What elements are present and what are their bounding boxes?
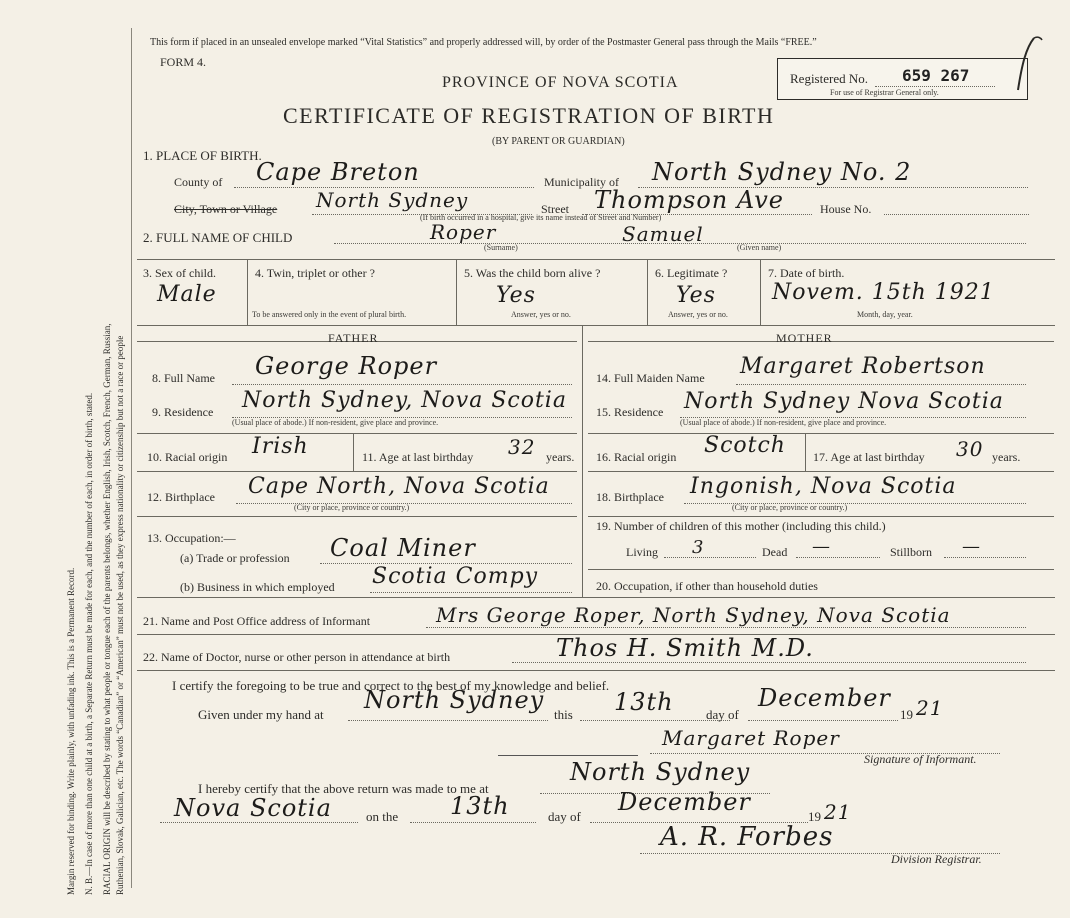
father-rule-1 (137, 433, 577, 434)
mother-rule-4 (588, 569, 1054, 570)
town-value: North Sydney (316, 188, 469, 212)
informant-line (426, 627, 1026, 628)
house-line (884, 214, 1029, 215)
father-age-divider (353, 433, 354, 471)
twin-note: To be answered only in the event of plural birth. (252, 310, 407, 319)
doctor-label: 22. Name of Doctor, nurse or other person in attendance at birth (143, 650, 451, 664)
living-label: Living (626, 545, 658, 559)
mother-birthplace-note: (City or place, province or country.) (732, 503, 848, 512)
margin-rule (131, 28, 132, 888)
check-mark-icon (1004, 34, 1044, 96)
business-value: Scotia Compy (372, 564, 539, 589)
certify-year-prefix: 19 (900, 707, 913, 722)
rule-doctor-bottom (137, 670, 1055, 671)
given-place-line (348, 720, 548, 721)
legit-note: Answer, yes or no. (668, 310, 728, 319)
mother-birthplace-label: 18. Birthplace (596, 490, 664, 504)
father-racial-label: 10. Racial origin (147, 450, 228, 464)
stillborn-label: Stillborn (890, 545, 933, 559)
father-birthplace-note: (City or place, province or country.) (294, 503, 410, 512)
doctor-line (512, 662, 1026, 663)
county-label: County of (174, 175, 223, 189)
mother-residence-label: 15. Residence (596, 405, 664, 419)
divider-twin (456, 259, 457, 325)
given-name-caption: (Given name) (737, 243, 782, 252)
informant-label: 21. Name and Post Office address of Informant (143, 614, 371, 628)
registrar-place-1: North Sydney (570, 758, 751, 786)
form-number: FORM 4. (160, 55, 207, 69)
this-label: this (554, 707, 573, 722)
registrar-statement: I hereby certify that the above return was made to me at (198, 781, 489, 796)
dead-label: Dead (762, 545, 788, 559)
business-label: (b) Business in which employed (180, 580, 335, 594)
registrar-on-the-label: on the (366, 809, 399, 824)
page-subtitle: (BY PARENT OR GUARDIAN) (492, 136, 625, 147)
registrar-caption: Division Registrar. (891, 852, 982, 866)
father-name: George Roper (255, 352, 438, 380)
mother-racial: Scotch (704, 433, 786, 458)
side-note-multiple-births: N. B.—In case of more than one child at a birth, a Separate Return must be made for each, and the number of each, in order of birth, stated. (84, 392, 94, 895)
stillborn-value: — (962, 536, 981, 557)
municipality-value: North Sydney No. 2 (652, 158, 912, 186)
father-residence-label: 9. Residence (152, 405, 214, 419)
municipality-label: Municipality of (544, 175, 619, 189)
side-note-racial-origin-cont: Ruthenian, Slovak, Galician, etc. The words “Canadian” or “American” must not be used, as they express nationality or citizenship but not a race or people (115, 335, 125, 895)
father-residence: North Sydney, Nova Scotia (242, 388, 567, 413)
father-age-label: 11. Age at last birthday (362, 450, 474, 464)
registrar-month: December (618, 788, 751, 816)
county-value: Cape Breton (256, 158, 420, 186)
mother-age-divider (805, 433, 806, 471)
registrar-signature: A. R. Forbes (660, 822, 834, 852)
sex-value: Male (157, 282, 217, 307)
mother-rule-3 (588, 516, 1054, 517)
rule-informant-top (137, 597, 1055, 598)
registration-number: 659 267 (902, 66, 970, 85)
father-name-label: 8. Full Name (152, 371, 215, 385)
certify-month-line (748, 720, 898, 721)
father-occupation-label: 13. Occupation:— (147, 531, 236, 545)
registration-note: For use of Registrar General only. (830, 88, 939, 97)
dead-line (796, 557, 880, 558)
signature-caption: Signature of Informant. (864, 752, 977, 766)
father-heading: FATHER (328, 331, 379, 345)
mother-rule-1 (588, 433, 1054, 434)
street-value: Thompson Ave (594, 186, 785, 214)
child-given-name: Samuel (622, 222, 704, 246)
sex-label: 3. Sex of child. (143, 266, 216, 280)
father-age: 32 (508, 435, 536, 459)
mother-racial-label: 16. Racial origin (596, 450, 677, 464)
twin-label: 4. Twin, triplet or other ? (255, 266, 375, 280)
registrar-year-prefix: 19 (808, 809, 821, 824)
mother-name: Margaret Robertson (740, 354, 986, 379)
divider-sex (247, 259, 248, 325)
alive-value: Yes (496, 283, 536, 308)
registrar-place-2: Nova Scotia (174, 794, 332, 822)
place-of-birth-label: 1. PLACE OF BIRTH. (143, 148, 262, 163)
registrar-place2-line (160, 822, 358, 823)
alive-note: Answer, yes or no. (511, 310, 571, 319)
page-title: CERTIFICATE OF REGISTRATION OF BIRTH (283, 103, 775, 128)
registrar-day-of-label: day of (548, 809, 581, 824)
father-birthplace: Cape North, Nova Scotia (248, 474, 550, 499)
living-value: 3 (692, 537, 705, 558)
side-note-racial-origin: RACIAL ORIGIN will be described by stating to what people or tongue each of the parents belongs, whether English, Irish, Scotch, French, German, Russian, (102, 323, 112, 895)
registration-label: Registered No. (790, 71, 868, 86)
mother-residence-note: (Usual place of abode.) If non-resident, give place and province. (680, 418, 887, 427)
informant-value: Mrs George Roper, North Sydney, Nova Scotia (436, 603, 951, 627)
house-label: House No. (820, 202, 872, 216)
given-under-label: Given under my hand at (198, 707, 324, 722)
legit-value: Yes (676, 283, 716, 308)
mother-age-label: 17. Age at last birthday (813, 450, 925, 464)
registration-dots (875, 86, 995, 87)
rule-row3-bottom (137, 325, 1055, 326)
child-surname: Roper (430, 220, 497, 244)
informant-signature: Margaret Roper (662, 726, 840, 750)
divider-legit (760, 259, 761, 325)
mother-age: 30 (956, 437, 984, 461)
certify-month: December (758, 684, 891, 712)
postal-notice: This form if placed in an unsealed envelope marked “Vital Statistics” and properly addressed will, by order of the Postmaster General pass through the Mails “FREE.” (150, 37, 817, 48)
father-rule-2 (137, 471, 577, 472)
mother-heading: MOTHER (776, 331, 833, 345)
town-label: City, Town or Village (174, 202, 278, 216)
certify-statement: I certify the foregoing to be true and correct to the best of my knowledge and belief. (172, 678, 610, 693)
surname-caption: (Surname) (484, 243, 518, 252)
mother-residence: North Sydney Nova Scotia (684, 389, 1004, 414)
registrar-year: 21 (824, 800, 852, 824)
hospital-note: (If birth occurred in a hospital, give its name instead of Street and Number) (420, 213, 662, 222)
father-birthplace-label: 12. Birthplace (147, 490, 215, 504)
parents-divider (582, 325, 583, 597)
living-line (664, 557, 756, 558)
mother-birthplace: Ingonish, Nova Scotia (690, 474, 957, 499)
divider-alive (647, 259, 648, 325)
date-value: Novem. 15th 1921 (772, 280, 995, 305)
father-rule-3 (137, 516, 577, 517)
dead-value: — (812, 536, 831, 557)
side-note-binding: Margin reserved for binding. Write plainly, with unfading ink. This is a Permanent Record. (66, 567, 76, 895)
date-label: 7. Date of birth. (768, 266, 845, 280)
trade-label: (a) Trade or profession (180, 551, 290, 565)
certify-day: 13th (614, 688, 674, 716)
father-age-unit: years. (546, 450, 575, 464)
legit-label: 6. Legitimate ? (655, 266, 728, 280)
certify-day-of-label: day of (706, 707, 739, 722)
business-line (370, 592, 572, 593)
mother-age-unit: years. (992, 450, 1021, 464)
short-rule (498, 755, 638, 756)
rule-row3-top (137, 259, 1055, 260)
registrar-day-line (410, 822, 536, 823)
given-place: North Sydney (364, 686, 545, 714)
doctor-value: Thos H. Smith M.D. (556, 634, 814, 662)
child-name-label: 2. FULL NAME OF CHILD (143, 230, 293, 245)
trade-value: Coal Miner (330, 534, 476, 562)
alive-label: 5. Was the child born alive ? (464, 266, 601, 280)
registrar-day: 13th (450, 792, 510, 820)
certify-year: 21 (916, 696, 944, 720)
children-label: 19. Number of children of this mother (including this child.) (596, 519, 886, 533)
mother-rule-2 (588, 471, 1054, 472)
mother-name-line (736, 384, 1026, 385)
mother-name-label: 14. Full Maiden Name (596, 371, 705, 385)
father-name-line (232, 384, 572, 385)
street-label: Street (541, 202, 569, 216)
mother-occupation-label: 20. Occupation, if other than household duties (596, 579, 818, 593)
father-residence-note: (Usual place of abode.) If non-resident, give place and province. (232, 418, 439, 427)
stillborn-line (944, 557, 1026, 558)
date-note: Month, day, year. (857, 310, 913, 319)
father-racial: Irish (252, 434, 309, 459)
province-heading: PROVINCE OF NOVA SCOTIA (442, 74, 679, 91)
